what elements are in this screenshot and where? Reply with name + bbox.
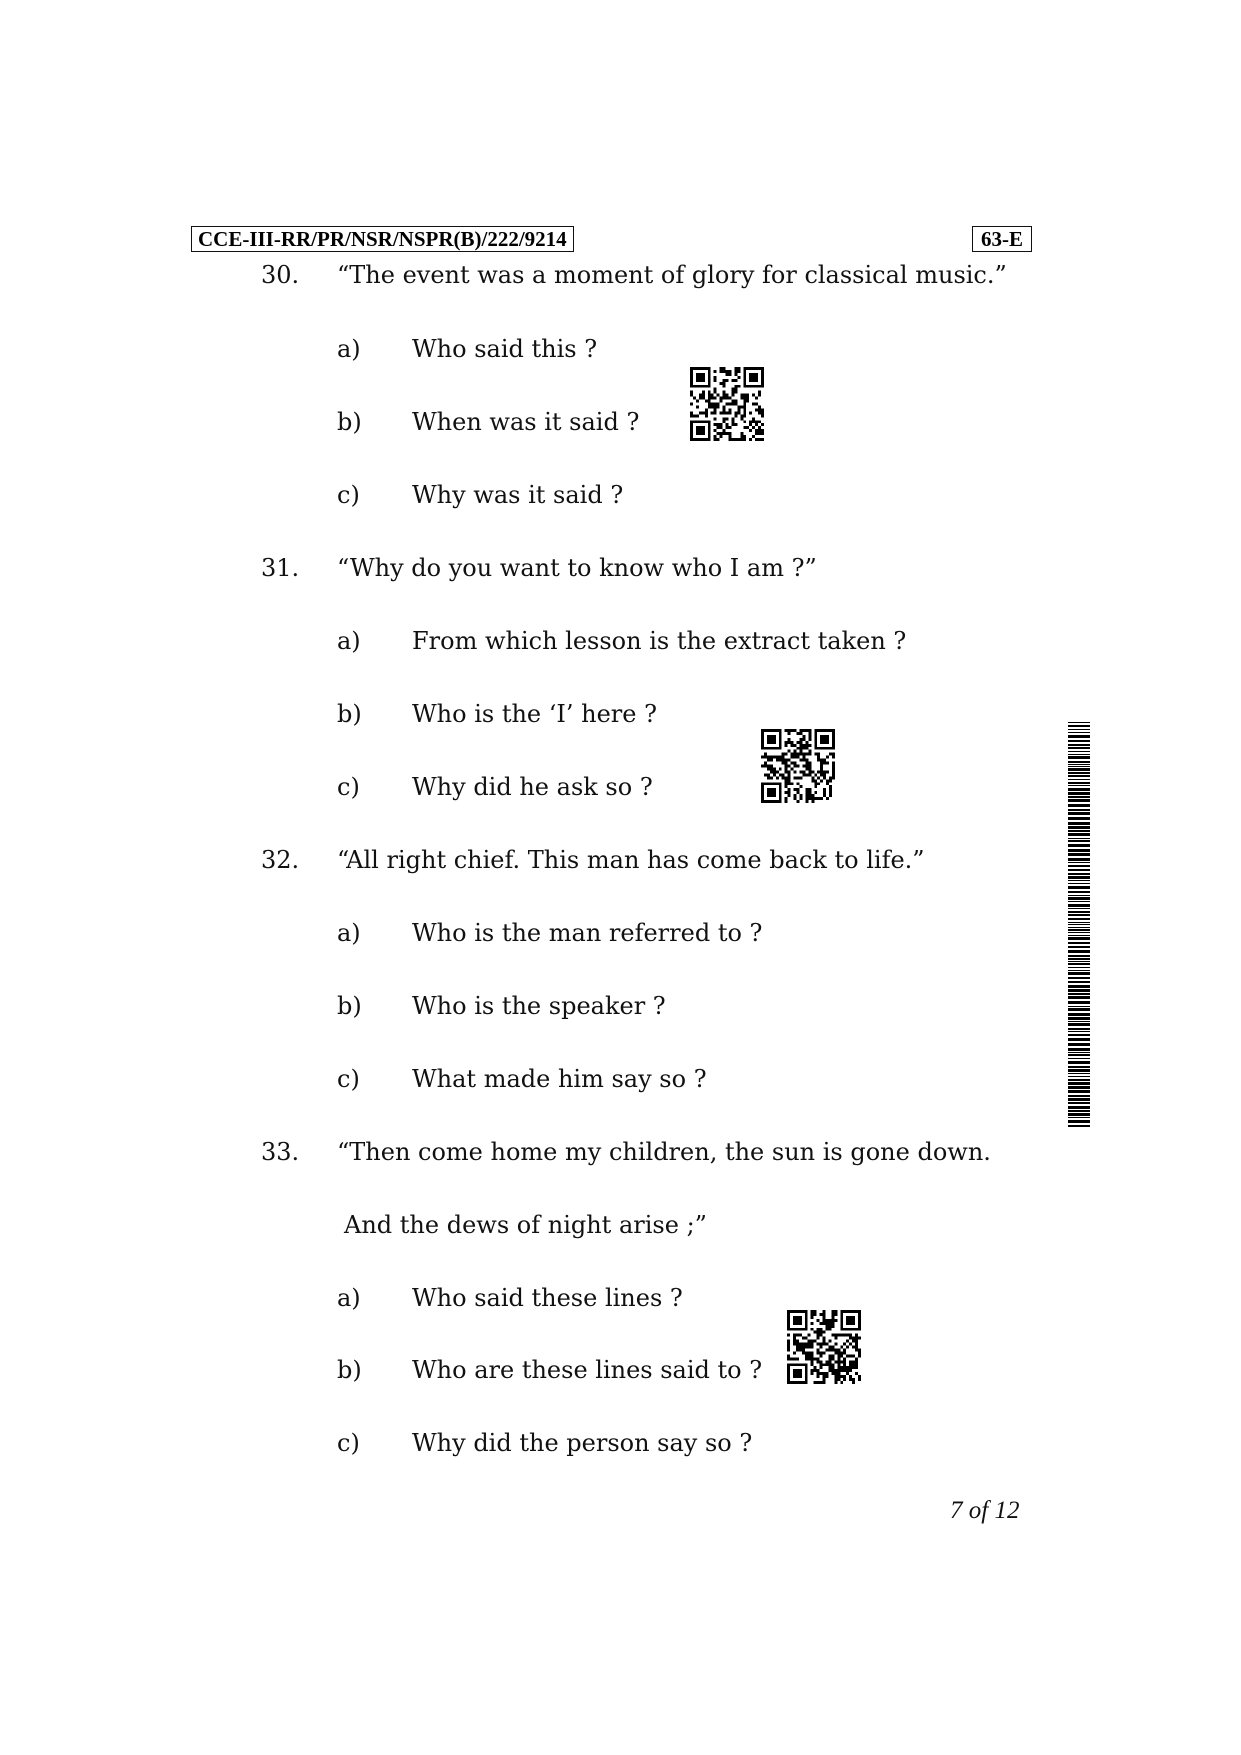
qr-code-icon (787, 1310, 861, 1384)
qr-code-icon (761, 729, 835, 803)
option-letter: a) (337, 335, 361, 363)
option-letter: b) (337, 700, 362, 728)
question-number: 30. (261, 261, 300, 289)
paper-code: CCE-III-RR/PR/NSR/NSPR(B)/222/9214 (191, 226, 574, 252)
question-number: 31. (261, 554, 300, 582)
qr-code-icon (690, 367, 764, 441)
option-text: Why was it said ? (412, 481, 624, 509)
option-letter: c) (337, 1065, 360, 1093)
option-text: Who is the speaker ? (412, 992, 666, 1020)
option-letter: c) (337, 1429, 360, 1457)
paper-number: 63-E (972, 226, 1032, 252)
option-letter: b) (337, 408, 362, 436)
option-text: From which lesson is the extract taken ? (412, 627, 907, 655)
question-number: 32. (261, 846, 300, 874)
option-letter: a) (337, 627, 361, 655)
option-letter: b) (337, 1356, 362, 1384)
question-text: “Why do you want to know who I am ?” (337, 554, 817, 582)
page-number: 7 of 12 (950, 1497, 1020, 1524)
option-text: Who said these lines ? (412, 1284, 683, 1312)
option-text: Who are these lines said to ? (412, 1356, 763, 1384)
option-text: What made him say so ? (412, 1065, 707, 1093)
option-letter: b) (337, 992, 362, 1020)
option-text: Who is the ‘I’ here ? (412, 700, 657, 728)
question-text: “The event was a moment of glory for classical music.” (337, 261, 1007, 289)
question-number: 33. (261, 1138, 300, 1166)
question-text: “All right chief. This man has come back to life.” (337, 846, 925, 874)
option-letter: a) (337, 919, 361, 947)
option-text: Who is the man referred to ? (412, 919, 763, 947)
option-letter: c) (337, 481, 360, 509)
option-text: Why did the person say so ? (412, 1429, 753, 1457)
question-text-continuation: And the dews of night arise ;” (344, 1211, 707, 1239)
option-text: Who said this ? (412, 335, 598, 363)
question-text: “Then come home my children, the sun is gone down. (337, 1138, 991, 1166)
barcode-icon (1068, 722, 1090, 1127)
option-letter: a) (337, 1284, 361, 1312)
option-text: When was it said ? (412, 408, 640, 436)
option-letter: c) (337, 773, 360, 801)
option-text: Why did he ask so ? (412, 773, 653, 801)
